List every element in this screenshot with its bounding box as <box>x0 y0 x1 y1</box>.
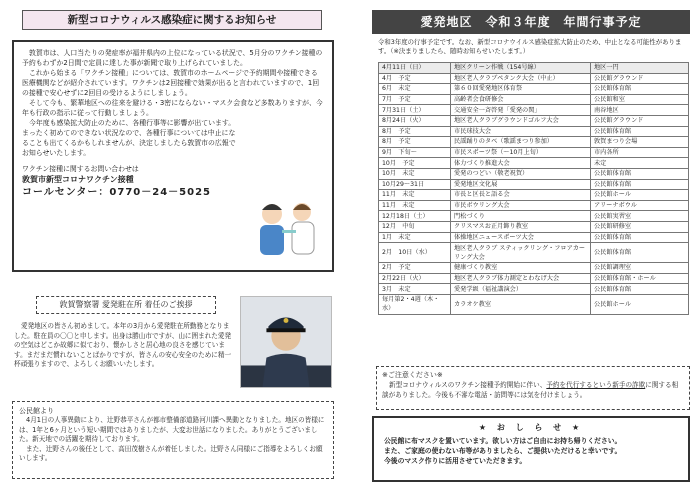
community-center-paragraph: また、辻野さんの後任として、高田茂樹さんが着任しました。辻野さん同様にご指導をよろしくお願いします。 <box>19 444 323 463</box>
event-event-cell: カラオケ教室 <box>451 294 591 314</box>
announcement-line: 今後のマスク作りに活用させていただきます。 <box>384 457 527 465</box>
event-event-cell: 高齢者会食研修会 <box>451 94 591 105</box>
event-event-cell: 体力づくり推進大会 <box>451 158 591 169</box>
caution-text <box>382 380 684 400</box>
event-row <box>379 243 689 263</box>
event-place-cell: アリーナボウル <box>591 200 689 211</box>
event-date-cell: 毎月第2・4週（木・水） <box>379 294 451 314</box>
event-place-cell: 公民館和室 <box>591 94 689 105</box>
event-row <box>379 168 689 179</box>
event-date-cell: 9月 下旬～ <box>379 147 451 158</box>
event-place-cell: 南谷地区 <box>591 105 689 116</box>
event-place-cell: 公民館体育館・ホール <box>591 273 689 284</box>
community-center-paragraph: 4月1日の人事異動により、辻野恭平さんが都市整備部道路河川課へ異動となりました。地区の皆様には、1年と6ヶ月という短い期間ではありましたが、大変お世話になりました。ありがとうございました。新天地での活躍を期待しております。 <box>19 416 325 444</box>
event-row <box>379 294 689 314</box>
event-date-cell: 8月 予定 <box>379 126 451 137</box>
event-place-cell: 公民館実習室 <box>591 211 689 222</box>
event-place-cell: 公民館ホール <box>591 294 689 314</box>
vaccination-illustration-icon <box>252 192 322 262</box>
event-row <box>379 105 689 116</box>
event-date-cell: 3月 未定 <box>379 284 451 295</box>
event-row <box>379 200 689 211</box>
event-event-cell: 市民スポーツ祭（～10月上旬） <box>451 147 591 158</box>
event-event-cell: 交通安全一斉啓発「愛発の関」 <box>451 105 591 116</box>
event-row <box>379 273 689 284</box>
event-row <box>379 179 689 190</box>
event-row <box>379 232 689 243</box>
event-event-cell: 愛発地区文化展 <box>451 179 591 190</box>
event-row <box>379 147 689 158</box>
event-place-cell: 公民館ホール <box>591 190 689 201</box>
event-row <box>379 63 689 74</box>
caution-heading: ※ご注意ください※ <box>382 371 443 379</box>
event-row <box>379 73 689 84</box>
event-place-cell: 公民館グラウンド <box>591 115 689 126</box>
contact-phone: コールセンター：0770－24－5025 <box>22 187 211 198</box>
contact-intro: ワクチン接種に関するお問い合わせは <box>22 165 139 173</box>
event-date-cell: 11月 未定 <box>379 190 451 201</box>
event-row <box>379 137 689 148</box>
police-greeting-title: 敦賀警察署 愛発駐在所 着任のご挨拶 <box>36 296 216 314</box>
schedule-intro: 令和3年度の行事予定です。なお、新型コロナウイルス感染症拡大防止のため、中止となる可能性があります。（※決まりましたら、随時お知らせいたします。） <box>378 38 682 55</box>
annual-schedule-title: 愛発地区 令和３年度 年間行事予定 <box>372 10 690 34</box>
event-date-cell: 12月18日（土） <box>379 211 451 222</box>
contact-name: 敦賀市新型コロナワクチン接種 <box>22 175 134 184</box>
announcement-line: 公民館に布マスクを置いています。欲しい方はご自由にお持ち帰りください。 <box>384 437 622 445</box>
event-place-cell: 公民館体育館 <box>591 126 689 137</box>
event-event-cell: 地区老人クラブ体力測定とわなげ大会 <box>451 273 591 284</box>
announcement-box <box>372 416 690 482</box>
announcement-line: また、ご家庭の使わない布等がありましたら、ご提供いただけると幸いです。 <box>384 447 622 455</box>
event-row <box>379 84 689 95</box>
covid-paragraph: これから始まる「ワクチン接種」については、敦賀市のホームページで予約期間や接種できる医療機関などが紹介されています。ワクチンは2回接種で効果が出ると言われていますので、1回の接種で安心せずに2回目の受けるようにしましょう。 <box>22 69 320 97</box>
community-center-heading: 公民館より <box>19 407 54 415</box>
event-date-cell: 2月22日（火） <box>379 273 451 284</box>
event-row <box>379 211 689 222</box>
caution-text-emphasis: 予約を代行するという新手の詐欺 <box>546 381 646 389</box>
event-event-cell: 地区老人クラブ スティックリング・フロアカーリング大会 <box>451 243 591 263</box>
event-date-cell: 1月 未定 <box>379 232 451 243</box>
left-column <box>8 6 348 484</box>
event-date-cell: 4月11日（日） <box>379 63 451 74</box>
event-place-cell: 公民館体育館 <box>591 179 689 190</box>
event-event-cell: 健康づくり教室 <box>451 263 591 274</box>
event-place-cell: 公民館体育館 <box>591 84 689 95</box>
event-place-cell: 市内各所 <box>591 147 689 158</box>
event-date-cell: 8月 予定 <box>379 137 451 148</box>
event-date-cell: 12月 中旬 <box>379 221 451 232</box>
right-column <box>368 6 694 484</box>
event-event-cell: 愛発学級（福祉講演会） <box>451 284 591 295</box>
event-date-cell: 10月 未定 <box>379 168 451 179</box>
event-place-cell: 公民館体育館 <box>591 232 689 243</box>
event-place-cell: 公民館体育館 <box>591 284 689 295</box>
event-place-cell: 公民館体育館 <box>591 243 689 263</box>
event-place-cell: 公民館グラウンド <box>591 73 689 84</box>
event-row <box>379 158 689 169</box>
event-event-cell: 体操地区ニュースポーツ大会 <box>451 232 591 243</box>
event-row <box>379 115 689 126</box>
event-place-cell: 地区一円 <box>591 63 689 74</box>
event-row <box>379 263 689 274</box>
event-date-cell: 8月24日（火） <box>379 115 451 126</box>
event-date-cell: 7月31日（土） <box>379 105 451 116</box>
events-table <box>378 62 689 315</box>
event-event-cell: 地区老人クラブペタンク大会（中止） <box>451 73 591 84</box>
event-date-cell: 2月 予定 <box>379 263 451 274</box>
event-date-cell: 4月 予定 <box>379 73 451 84</box>
event-date-cell: 7月 予定 <box>379 94 451 105</box>
police-officer-photo <box>240 296 332 388</box>
event-place-cell: 公民館調理室 <box>591 263 689 274</box>
event-event-cell: 地区クリーン作戦（154号線） <box>451 63 591 74</box>
event-place-cell: 公民館体育館 <box>591 168 689 179</box>
event-date-cell: 6月 未定 <box>379 84 451 95</box>
event-row <box>379 190 689 201</box>
event-place-cell: 敦賀まつり会場 <box>591 137 689 148</box>
event-event-cell: 市民球技大会 <box>451 126 591 137</box>
event-event-cell: 地区老人クラブグラウンドゴルフ大会 <box>451 115 591 126</box>
event-place-cell: 公民館研修室 <box>591 221 689 232</box>
caution-text-part: に関する相談がありました。今後も不審な電話・訪問等には気を付けましょう。 <box>382 381 679 399</box>
event-date-cell: 11月 未定 <box>379 200 451 211</box>
covid-paragraph: そして今も、繁華地区への往来を避ける・3密にならない・マスク会食など多数ありますが、今年も行政の指示に従って行動しましょう。 <box>22 99 323 117</box>
covid-notice-title: 新型コロナウィルス感染症に関するお知らせ <box>22 10 322 30</box>
event-row <box>379 94 689 105</box>
event-event-cell: 第６０回愛発地区体育祭 <box>451 84 591 95</box>
caution-notice <box>376 366 690 410</box>
event-row <box>379 221 689 232</box>
event-row <box>379 284 689 295</box>
covid-paragraph: 敦賀市は、人口当たりの発症率が福井県内の上位になっている状況で、5月分のワクチン接種の予約もわずか2日間で定員に達した事が新聞で取り上げられていました。 <box>22 49 323 67</box>
event-date-cell: 10月29～31日 <box>379 179 451 190</box>
event-row <box>379 126 689 137</box>
event-date-cell: 2月 10日（水） <box>379 243 451 263</box>
event-event-cell: 門松づくり <box>451 211 591 222</box>
announcement-heading: ★ お し ら せ ★ <box>478 423 584 432</box>
event-event-cell: クリスマスお正月飾り教室 <box>451 221 591 232</box>
event-event-cell: 市長と区長と語る会 <box>451 190 591 201</box>
event-place-cell: 未定 <box>591 158 689 169</box>
event-event-cell: 民謡踊りのタベ（歌謡まつり参加） <box>451 137 591 148</box>
police-greeting-text: 愛発地区の皆さん初めまして。本年の3月から愛発駐在所勤務となりました。駐在員の〇〇と申します。出身は勝山市ですが、山に囲まれた愛発の空気はどこか故郷に似ており、懐かしさと居心地の良さを感じています。まだまだ慣れないことばかりですが、皆さんの安心安全のために精一杯頑張りますので、よろしくお願いいたします。 <box>14 322 232 369</box>
event-date-cell: 10月 予定 <box>379 158 451 169</box>
caution-text-part: 新型コロナウィルスのワクチン接種予約開始に伴い、 <box>389 381 547 389</box>
covid-notice-box <box>12 40 334 272</box>
event-event-cell: 市民ボウリング大会 <box>451 200 591 211</box>
community-center-notice <box>12 401 334 479</box>
covid-paragraph: 今年度も感染拡大防止のために、各種行事等に影響が出ています。まったく初めてのできない状況なので、各種行事については中止になることも出てくるかもしれませんが、決定しましたら敦賀市の広報でお知らせいたします。 <box>22 119 236 157</box>
event-event-cell: 愛発のつどい（敬老祝賀） <box>451 168 591 179</box>
